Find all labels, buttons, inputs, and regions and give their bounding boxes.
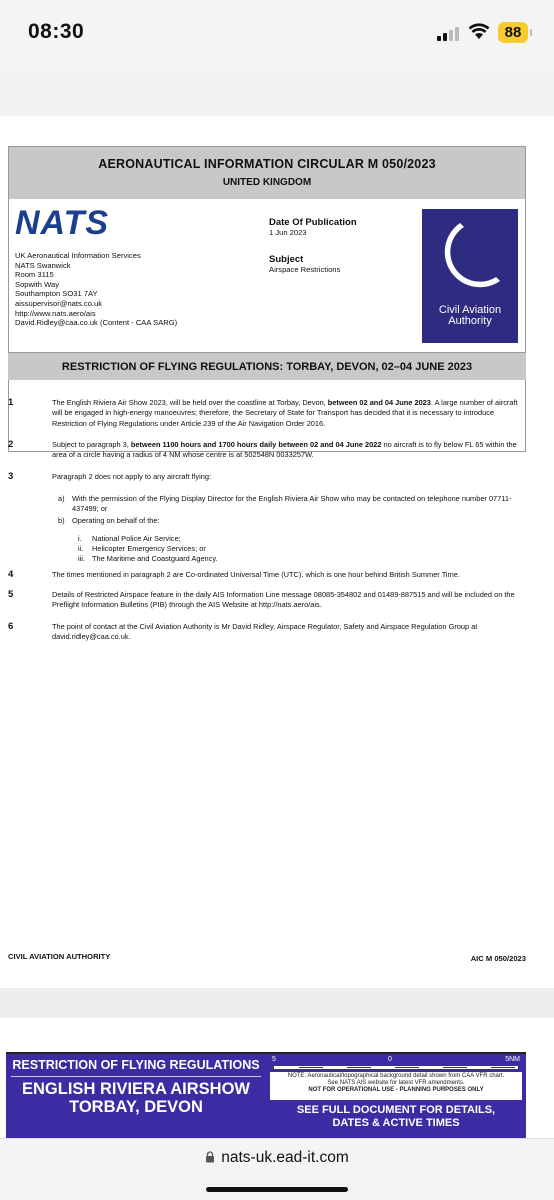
caa-logo-line: Civil Aviation [438,304,502,316]
url-text: nats-uk.ead-it.com [221,1149,349,1166]
status-time: 08:30 [28,20,85,43]
address-line: Southampton SO31 7AY [15,289,98,299]
nats-logo-text: NATS [15,205,110,239]
note-warning: NOT FOR OPERATIONAL USE - PLANNING PURPOSES ONLY [308,1087,484,1093]
aic-country: UNITED KINGDOM [222,177,312,188]
paragraph-text: The English Riviera Air Show 2023, will be held over the coastline at Torbay, Devon, between 02 and 04 June 2023. A large number of aircraft will be engaged in high-energy manoeuvres; therefore, the Secretary of State for Transport has decided that it is necessary to introduce Restriction of Flying Regulations under Article 239 of the Air Navigation Order 2016. [52,398,518,428]
subject-label: Subject [269,254,304,265]
paragraph-text: Subject to paragraph 3, between 1100 hours and 1700 hours daily between 02 and 04 June 2022 no aircraft is to fly below FL 65 within the area of a circle having a radius of 4 NM whose centre is at 502548N 0033257W. [52,440,517,460]
map-scale [270,1056,522,1070]
banner-show-name: ENGLISH RIVIERA AIRSHOW [22,1080,250,1098]
lock-icon [205,1151,215,1163]
banner-info-block [270,1056,522,1138]
see-full-document [270,1104,522,1130]
paragraph-number: 1 [8,397,14,408]
sub-item-letter: a) [58,494,65,503]
footer-reference: AIC M 050/2023 [470,954,526,963]
page-gap [0,988,554,1018]
wifi-icon [468,22,490,40]
roman-number: iii. [78,554,85,563]
paragraph-text: Paragraph 2 does not apply to any aircraft flying: [52,472,211,481]
paragraph-3 [8,472,526,482]
address-line: UK Aeronautical Information Services [15,251,141,260]
publication-label: Date Of Publication [269,217,357,228]
paragraph-number: 5 [8,589,14,600]
paragraph-text: Details of Restricted Airspace feature in the daily AIS Information Line message 08085-354802 and 01489-887515 and will be included on the Preflight Information Bulletins (PIB) through the AIS Website at http://nats.aero/ais. [52,590,515,610]
url-field[interactable] [0,1149,554,1167]
address-line: NATS Swanwick [15,260,71,270]
see-full-line: SEE FULL DOCUMENT FOR DETAILS, [296,1104,496,1116]
subject-value: Airspace Restrictions [269,265,341,274]
caa-logo-text [422,305,518,327]
roman-number: ii. [78,544,84,553]
publication-date: 1 Jun 2023 [269,228,307,237]
roman-text: Helicopter Emergency Services; or [92,544,206,553]
roman-item [78,544,498,554]
caa-logo-line: Authority [448,315,492,327]
paragraph-text: The point of contact at the Civil Aviation Authority is Mr David Ridley, Airspace Regulator, Safety and Airspace Regulation Group at david.ridley@caa.co.uk. [52,622,478,642]
nats-logo [15,205,143,239]
note-line: See NATS AIS website for latest VFR amendments. [327,1080,465,1086]
roman-item [78,554,498,564]
note-line: NOTE: Aeronautical/topographical background detail shown from CAA VFR chart. [287,1073,505,1079]
address-block [15,251,177,328]
footer-authority: CIVIL AVIATION AUTHORITY [8,952,111,961]
status-bar [0,0,554,70]
banner-title-block [6,1054,266,1140]
address-email-link[interactable]: aissupervisor@nats.co.uk [15,298,103,308]
scale-label: 0 [388,1056,392,1063]
caa-swoosh-icon [422,209,518,305]
roman-number: i. [78,534,82,543]
signal-icon [437,25,459,41]
map-page [0,1018,554,1138]
paragraph-number: 4 [8,569,14,580]
roman-text: National Police Air Service; [92,534,181,543]
roman-item [78,534,498,544]
scale-bar [274,1066,518,1069]
caa-logo [422,209,518,343]
paragraph-6 [8,622,526,643]
address-web-link[interactable]: http://www.nats.aero/ais [15,308,96,318]
regulation-title: RESTRICTION OF FLYING REGULATIONS: TORBAY, DEVON, 02–04 JUNE 2023 [8,352,526,380]
map-note [270,1072,522,1100]
aic-title: AERONAUTICAL INFORMATION CIRCULAR M 050/2023 [98,157,436,171]
paragraph-4 [8,570,526,580]
banner-divider [11,1076,261,1077]
paragraph-text: The times mentioned in paragraph 2 are Co-ordinated Universal Time (UTC), which is one hour behind British Summer Time. [52,570,460,579]
scale-label: 5NM [505,1056,520,1063]
document-page [0,116,554,988]
home-indicator[interactable] [206,1187,348,1192]
paragraph-5 [8,590,526,611]
address-line: Room 3115 [15,270,54,280]
sub-item-b [58,516,518,526]
sub-item-a [58,494,518,515]
paragraph-number: 6 [8,621,14,632]
sub-item-text: Operating on behalf of the: [72,516,160,525]
paragraph-number: 3 [8,471,14,482]
aic-title-band [9,147,525,199]
scale-label: 5 [272,1056,276,1063]
sub-item-letter: b) [58,516,65,525]
paragraph-2 [8,440,526,461]
see-full-line: DATES & ACTIVE TIMES [332,1117,460,1129]
roman-text: The Maritime and Coastguard Agency. [92,554,218,563]
battery-icon: 88 [498,22,528,43]
map-banner [6,1052,526,1138]
paragraph-number: 2 [8,439,14,450]
browser-url-bar[interactable] [0,1138,554,1200]
address-line: Sopwith Way [15,279,60,289]
banner-restriction: RESTRICTION OF FLYING REGULATIONS [12,1058,260,1072]
banner-show-location: TORBAY, DEVON [69,1098,203,1116]
address-contact-link[interactable]: David.Ridley@caa.co.uk (Content - CAA SARG) [15,318,178,328]
paragraph-1 [8,398,526,429]
sub-item-text: With the permission of the Flying Display Director for the English Riviera Air Show who may be contacted on telephone number 07711-437499; or [72,494,512,514]
